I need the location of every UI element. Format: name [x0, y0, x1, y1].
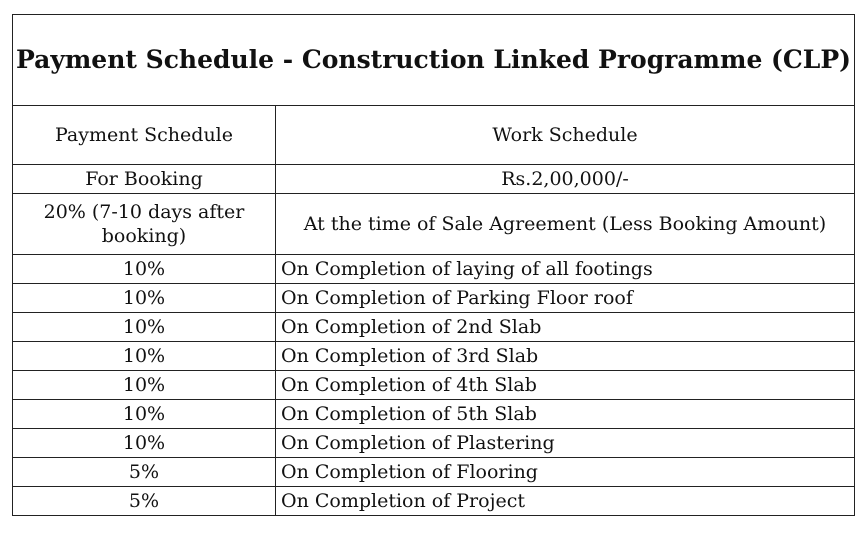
row-milestone: On Completion of 4th Slab	[276, 371, 855, 400]
table-row	[13, 429, 855, 458]
booking-payment: For Booking	[13, 165, 276, 194]
row-percentage: 10%	[13, 400, 276, 429]
header-row	[13, 106, 855, 165]
row-milestone: On Completion of Flooring	[276, 458, 855, 487]
table-row	[13, 400, 855, 429]
row-milestone: On Completion of Parking Floor roof	[276, 284, 855, 313]
row-percentage: 10%	[13, 342, 276, 371]
row-percentage: 5%	[13, 458, 276, 487]
row-milestone: On Completion of 3rd Slab	[276, 342, 855, 371]
table-row	[13, 284, 855, 313]
agreement-work: At the time of Sale Agreement (Less Booking Amount)	[276, 194, 855, 255]
table-title: Payment Schedule - Construction Linked Programme (CLP)	[13, 15, 855, 106]
payment-schedule-table	[12, 14, 855, 516]
table-row	[13, 487, 855, 516]
row-milestone: On Completion of 5th Slab	[276, 400, 855, 429]
table-row	[13, 313, 855, 342]
table-row	[13, 371, 855, 400]
row-milestone: On Completion of Plastering	[276, 429, 855, 458]
row-milestone: On Completion of laying of all footings	[276, 255, 855, 284]
row-percentage: 10%	[13, 371, 276, 400]
row-milestone: On Completion of Project	[276, 487, 855, 516]
row-percentage: 10%	[13, 313, 276, 342]
row-milestone: On Completion of 2nd Slab	[276, 313, 855, 342]
payment-schedule-header: Payment Schedule	[13, 106, 276, 165]
booking-amount: Rs.2,00,000/-	[276, 165, 855, 194]
row-percentage: 10%	[13, 284, 276, 313]
table-row	[13, 255, 855, 284]
title-row	[13, 15, 855, 106]
table-row	[13, 342, 855, 371]
agreement-payment: 20% (7-10 days after booking)	[13, 194, 276, 255]
agreement-row	[13, 194, 855, 255]
row-percentage: 10%	[13, 255, 276, 284]
table-row	[13, 458, 855, 487]
row-percentage: 5%	[13, 487, 276, 516]
work-schedule-header: Work Schedule	[276, 106, 855, 165]
row-percentage: 10%	[13, 429, 276, 458]
booking-row	[13, 165, 855, 194]
